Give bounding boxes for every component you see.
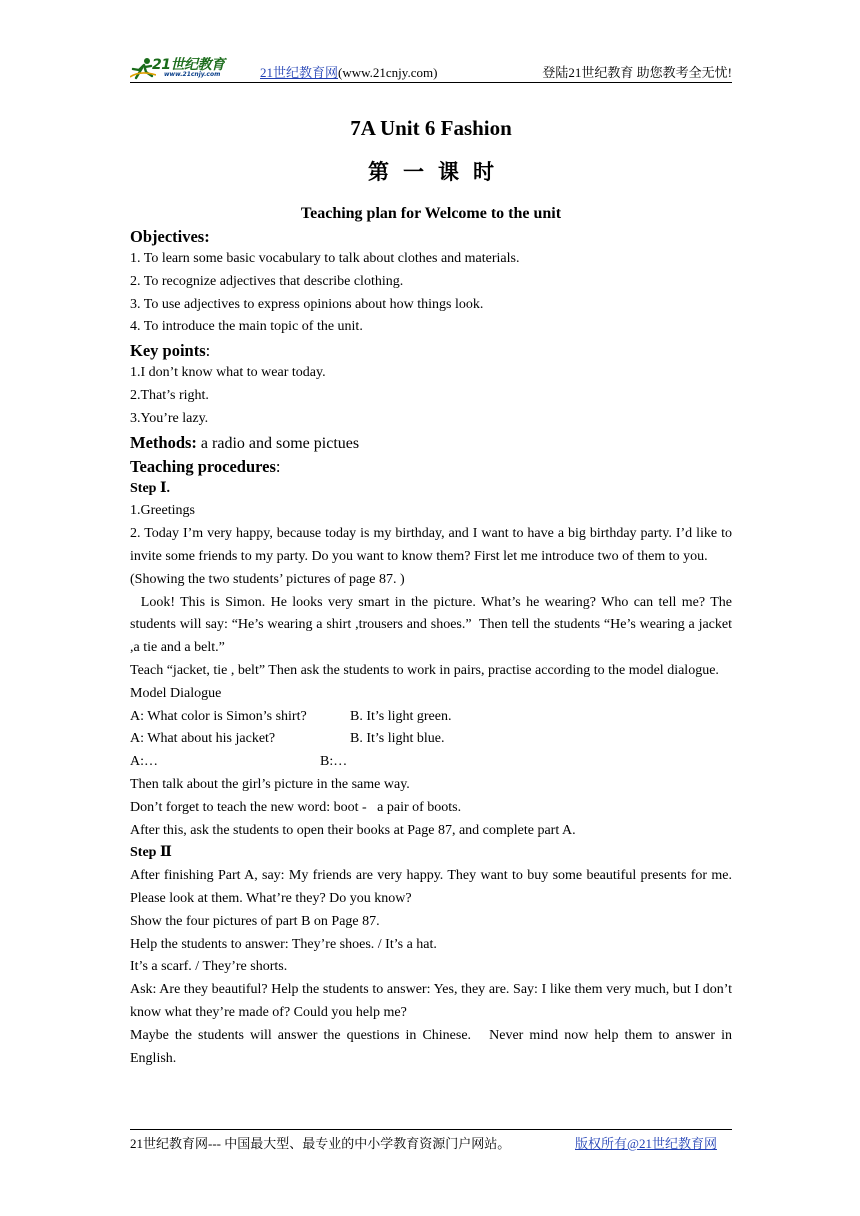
- logo-url: www.21cnjy.com: [164, 71, 221, 78]
- key-points-label: Key points: [130, 341, 206, 361]
- step-1-after-line: Then talk about the girl’s picture in the same way.: [130, 776, 410, 792]
- step-1-after-line: After this, ask the students to open their books at Page 87, and complete part A.: [130, 822, 576, 838]
- dialogue-row: [130, 706, 732, 729]
- step-1-after-line: Don’t forget to teach the new word: boot - a pair of boots.: [130, 799, 462, 815]
- step-1-label: Step Ⅰ.: [130, 480, 170, 496]
- dialogue-b: B. It’s light blue.: [350, 731, 445, 747]
- step-2-line: After finishing Part A, say: My friends are very happy. They want to buy some beautiful presents for me. Please look at them. What’re they? Do you know?: [130, 868, 732, 906]
- methods-heading: Methods:: [130, 432, 197, 452]
- objective-item: 3. To use adjectives to express opinions about how things look.: [130, 296, 484, 312]
- site-url-text: (www.21cnjy.com): [338, 65, 438, 80]
- objective-item: 2. To recognize adjectives that describe clothing.: [130, 273, 404, 289]
- procedures-colon: :: [275, 456, 281, 476]
- dialogue-b: B:…: [320, 754, 348, 770]
- objectives-heading: Objectives:: [130, 227, 210, 246]
- step-1-line: Teach “jacket, tie , belt” Then ask the students to work in pairs, practise according to the model dialogue.: [130, 662, 719, 678]
- key-points-colon: :: [205, 341, 211, 361]
- methods-line: [130, 431, 732, 455]
- procedures-heading: [130, 455, 732, 478]
- logo-text: 21世纪教育: [152, 57, 225, 73]
- step-2-label: Step Ⅱ: [130, 845, 172, 861]
- step-1-line: Look! This is Simon. He looks very smart in the picture. What’s he wearing? Who can tell me? The students will say: “He’s wearing a shirt ,trousers and shoes.” Then tell the students “He’s wearing a jacket ,a tie and a belt.”: [130, 594, 736, 656]
- footer-copyright-link[interactable]: 版权所有@21世纪教育网: [575, 1136, 717, 1151]
- site-link[interactable]: 21世纪教育网: [260, 65, 339, 80]
- dialogue-a: A:…: [130, 754, 158, 770]
- step-1-line: (Showing the two students’ pictures of page 87. ): [130, 571, 405, 587]
- procedures-label: Teaching procedures: [130, 456, 276, 476]
- page-header: [130, 56, 732, 83]
- header-site: [260, 62, 437, 81]
- step-1-line: 2. Today I’m very happy, because today is my birthday, and I want to have a big birthday party. I’d like to invite some friends to my party. Do you want to know them? First let me introduce two of them to you.: [130, 526, 732, 564]
- dialogue-a: A: What color is Simon’s shirt?: [130, 708, 307, 724]
- dialogue-b: B. It’s light green.: [350, 708, 452, 724]
- key-point-item: 2.That’s right.: [130, 387, 209, 403]
- step-1-line: Model Dialogue: [130, 685, 222, 701]
- dialogue-row: [130, 728, 732, 751]
- key-point-item: 3.You’re lazy.: [130, 410, 209, 426]
- key-point-item: 1.I don’t know what to wear today.: [130, 365, 326, 381]
- site-logo: [130, 56, 250, 82]
- step-2-line: Help the students to answer: They’re shoes. / It’s a hat.: [130, 936, 437, 952]
- doc-subtitle: 第一课时: [368, 160, 508, 184]
- plan-title: Teaching plan for Welcome to the unit: [300, 205, 562, 222]
- objective-item: 4. To introduce the main topic of the unit.: [130, 319, 363, 335]
- step-1-line: 1.Greetings: [130, 503, 195, 519]
- objective-item: 1. To learn some basic vocabulary to talk about clothes and materials.: [130, 251, 520, 266]
- dialogue-a: A: What about his jacket?: [130, 731, 276, 747]
- document-body: [130, 112, 736, 1070]
- page-footer: [130, 1129, 732, 1152]
- key-points-heading: [130, 339, 732, 362]
- step-2-line: Maybe the students will answer the questions in Chinese. Never mind now help them to answer in English.: [130, 1027, 736, 1066]
- footer-text: 21世纪教育网--- 中国最大型、最专业的中小学教育资源门户网站。: [130, 1136, 511, 1151]
- header-slogan: 登陆21世纪教育 助您教考全无忧!: [542, 65, 732, 80]
- methods-value: a radio and some pictues: [196, 434, 360, 452]
- step-2-line: It’s a scarf. / They’re shorts.: [130, 959, 288, 975]
- dialogue-row: [130, 751, 732, 774]
- step-2-line: Show the four pictures of part B on Page 87.: [130, 913, 380, 929]
- step-2-line: Ask: Are they beautiful? Help the students to answer: Yes, they are. Say: I like them very much, but I don’t know what they’re made of? Could you help me?: [130, 982, 732, 1020]
- doc-title: 7A Unit 6 Fashion: [350, 116, 512, 140]
